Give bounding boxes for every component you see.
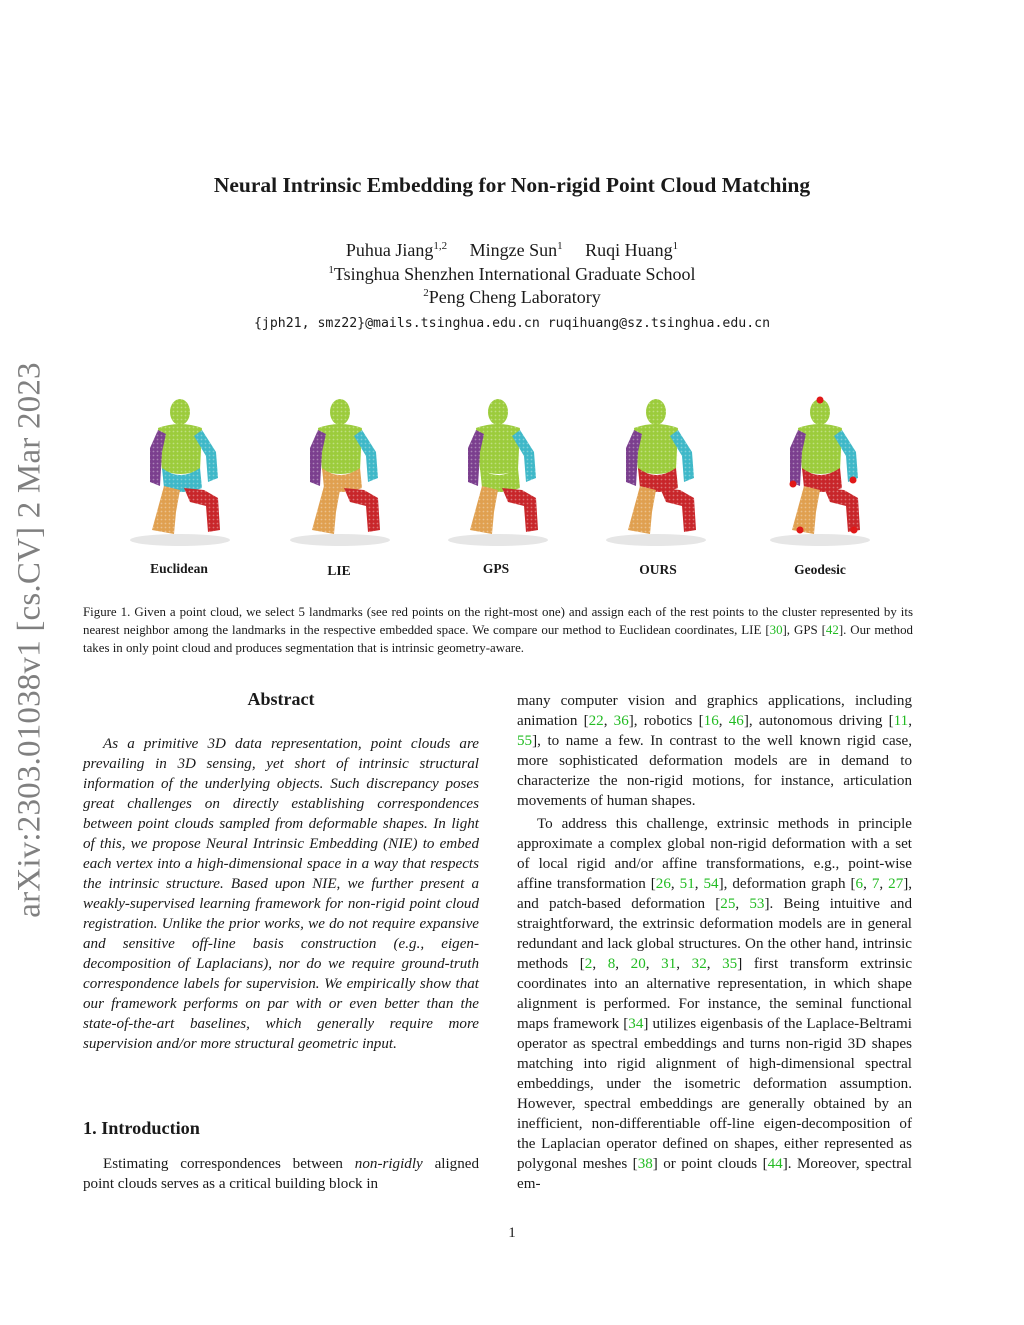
right-column (517, 691, 912, 1197)
citation-link[interactable]: 44 (767, 1156, 783, 1172)
citation-link[interactable]: 27 (888, 876, 904, 892)
section-heading-introduction: 1. Introduction (83, 1118, 200, 1138)
abstract-body: As a primitive 3D data representation, point clouds are prevailing in 3D sensing, yet short of intrinsic structural information of the underlying objects. Such discrepancy poses great challenges on directly establishing correspondences between point clouds sampled from deformable shapes. In light of this, we propose Neural Intrinsic Embedding (NIE) to embed each vertex into a high-dimensional space in a way that respects the intrinsic structure. Based upon NIE, we further present a weakly-supervised learning framework for non-rigid point cloud registration. Unlike the prior works, we do not require expansive and sensitive off-line basis construction (e.g., eigen-decomposition of Laplacians), nor do we require ground-truth correspondence labels for supervision. We empirically show that our framework performs on par with or even better than the state-of-the-art baselines, which generally require more supervision and/or more structural geometric input. (83, 736, 479, 1052)
figure-1 (100, 390, 920, 590)
panel-label-lie: LIE (327, 563, 351, 578)
abstract-heading: Abstract (247, 689, 315, 709)
arxiv-stamp: arXiv:2303.01038v1 [cs.CV] 2 Mar 2023 (11, 362, 48, 918)
citation-link[interactable]: 42 (825, 623, 839, 637)
paper-title: Neural Intrinsic Embedding for Non-rigid Point Cloud Matching (213, 173, 811, 197)
citation-link[interactable]: 11 (893, 713, 909, 729)
landmark-point (790, 481, 797, 488)
citation-link[interactable]: 25 (720, 896, 736, 912)
citation-link[interactable]: 53 (749, 896, 765, 912)
citation-link[interactable]: 16 (703, 713, 719, 729)
citation-link[interactable]: 36 (613, 713, 629, 729)
citation-link[interactable]: 7 (871, 876, 880, 892)
citation-link[interactable]: 31 (661, 956, 677, 972)
citation-link[interactable]: 34 (628, 1016, 644, 1032)
author-list (0, 240, 1024, 261)
panel-label-ours: OURS (639, 562, 677, 577)
affiliation-2: $^2$Peng Cheng Laboratory (423, 287, 601, 307)
panel-label-euclidean: Euclidean (150, 561, 208, 576)
citation-link[interactable]: 20 (630, 956, 646, 972)
citation-link[interactable]: 26 (655, 876, 671, 892)
figure-panel-euclidean (130, 399, 230, 546)
citation-link[interactable]: 35 (722, 956, 738, 972)
author-2: Mingze Sun$^1$ (469, 240, 563, 260)
citation-link[interactable]: 6 (855, 876, 864, 892)
figure-panel-ours (606, 399, 706, 546)
figure-panel-gps (448, 399, 548, 546)
panel-label-gps: GPS (482, 561, 510, 576)
figure-panel-lie (290, 399, 390, 546)
citation-link[interactable]: 54 (703, 876, 719, 892)
citation-link[interactable]: 8 (607, 956, 616, 972)
figure-panel-geodesic (770, 397, 870, 547)
author-3: Ruqi Huang$^1$ (585, 240, 679, 260)
citation-link[interactable]: 38 (637, 1156, 653, 1172)
paragraph: To address this challenge, extrinsic methods in principle approximate a complex global non-rigid deformation with a set of local rigid and/or affine transformations, e.g., point-wise affine transformation [26, 51, 54], deformation graph [6, 7, 27], and patch-based deformation [25, 53]. Being intuitive and straightforward, the extrinsic deformation models are in general redundant and lack global structures. On the other hand, intrinsic methods [2, 8, 20, 31, 32, 35] first transform extrinsic coordinates into an alternative representation, in which shape alignment is performed. For instance, the seminal functional maps framework [34] utilizes eigenbasis of the Laplace-Beltrami operator as spectral embeddings and turns non-rigid 3D shapes matching into rigid alignment of high-dimensional spectral embeddings, under the isometric deformation assumption. However, spectral embeddings are generally obtained by an inefficient, non-differentiable off-line eigen-decomposition of the Laplacian operator defined on shapes, either represented as polygonal meshes [38] or point clouds [44]. Moreover, spectral em- (517, 816, 913, 1192)
author-emails: {jph21, smz22}@mails.tsinghua.edu.cn ruqihuang@sz.tsinghua.edu.cn (253, 316, 771, 331)
author-1: Puhua Jiang$^{1,2}$ (345, 240, 448, 260)
citation-link[interactable]: 55 (517, 733, 533, 749)
citation-link[interactable]: 22 (588, 713, 604, 729)
figure-caption: Figure 1. Given a point cloud, we select 5 landmarks (see red points on the right-most one) and assign each of the rest points to the cluster represented by its nearest neighbor among the landmarks in the respective embedded space. We compare our method to Euclidean coordinates, LIE [30], GPS [42]. Our method takes in only point cloud and produces segmentation that is intrinsic geometry-aware. (83, 605, 913, 655)
citation-link[interactable]: 32 (691, 956, 707, 972)
citation-link[interactable]: 30 (769, 623, 783, 637)
paragraph: many computer vision and graphics applications, including animation [22, 36], robotics [16, 46], autonomous driving [11, 55], to name a few. In contrast to the well known rigid case, more sophisticated deformation models are in demand to characterize the non-rigid motions, for instance, articulation movements of human shapes. (517, 693, 912, 809)
landmark-point (797, 527, 804, 534)
landmark-point (850, 477, 857, 484)
introduction-body: Estimating correspondences between non-rigidly aligned point clouds serves as a critical building block in (83, 1156, 479, 1192)
landmark-point (817, 397, 824, 404)
landmark-point (851, 527, 858, 534)
page-number: 1 (508, 1225, 516, 1241)
panel-label-geodesic: Geodesic (794, 562, 846, 577)
citation-link[interactable]: 2 (584, 956, 593, 972)
affiliation-1: $^1$Tsinghua Shenzhen International Graduate School (328, 264, 696, 284)
citation-link[interactable]: 46 (728, 713, 744, 729)
citation-link[interactable]: 51 (679, 876, 695, 892)
